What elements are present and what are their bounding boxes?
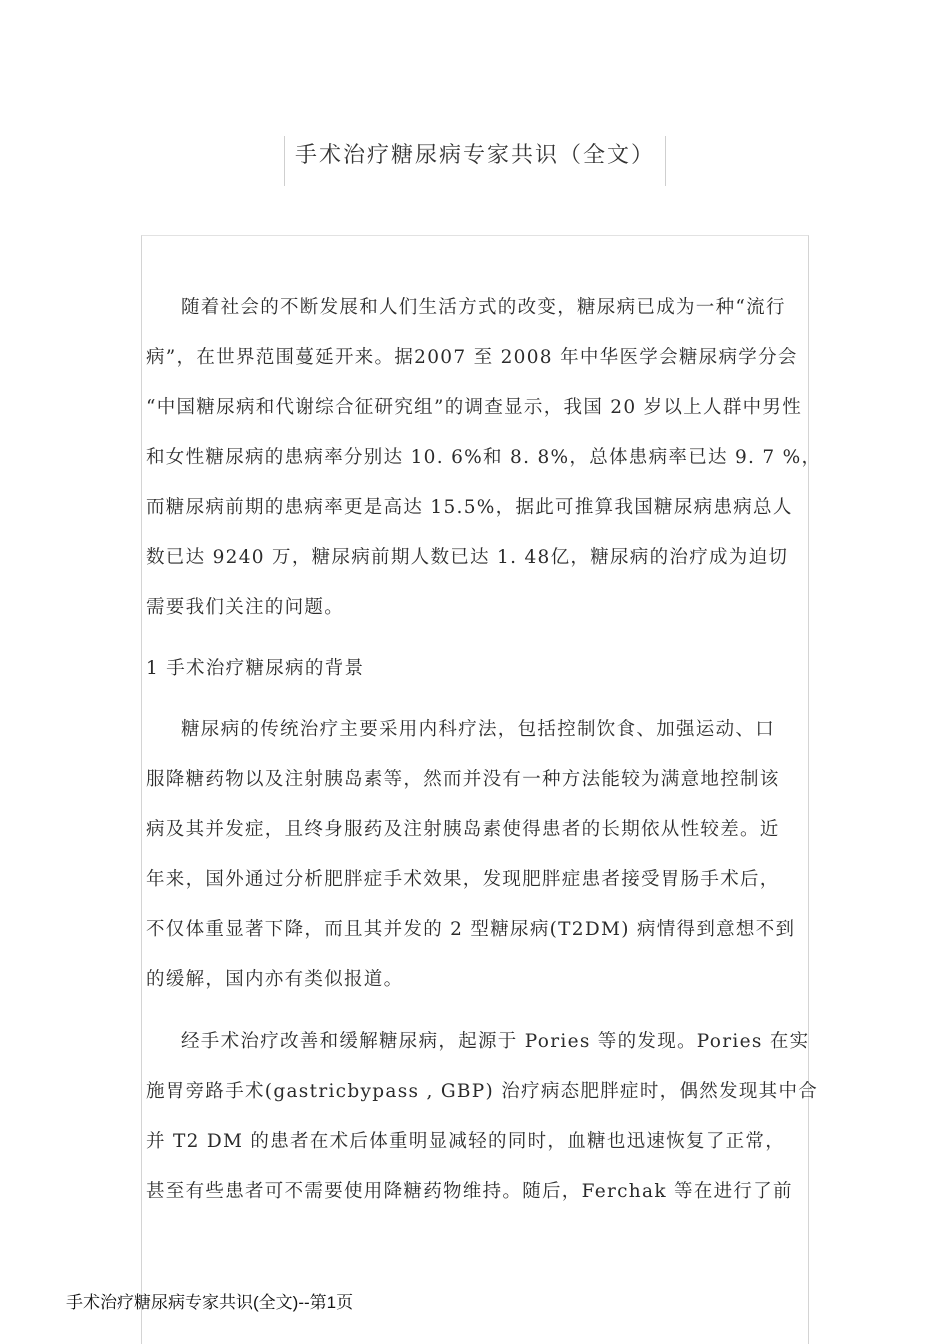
paragraph-line: 的缓解，国内亦有类似报道。 xyxy=(146,969,404,990)
paragraph-line: 和女性糖尿病的患病率分别达 10. 6%和 8. 8%，总体患病率已达 9. 7 %， xyxy=(146,447,822,468)
page-footer: 手术治疗糖尿病专家共识(全文)--第1页 xyxy=(66,1293,354,1312)
paragraph-line: 不仅体重显著下降，而且其并发的 2 型糖尿病(T2DM) 病情得到意想不到 xyxy=(146,919,796,940)
paragraph-line: 病”，在世界范围蔓延开来。据2007 至 2008 年中华医学会糖尿病学分会 xyxy=(146,347,798,368)
document-title: 手术治疗糖尿病专家共识（全文） xyxy=(294,143,655,168)
title-frame xyxy=(284,136,666,186)
paragraph-line: 经手术治疗改善和缓解糖尿病，起源于 Pories 等的发现。Pories 在实 xyxy=(181,1031,810,1052)
paragraph-line: 甚至有些患者可不需要使用降糖药物维持。随后，Ferchak 等在进行了前 xyxy=(146,1181,793,1202)
paragraph-line: 施胃旁路手术(gastricbypass , GBP) 治疗病态肥胖症时，偶然发现其中合 xyxy=(146,1081,819,1102)
paragraph-line: 服降糖药物以及注射胰岛素等，然而并没有一种方法能较为满意地控制该 xyxy=(146,769,780,790)
paragraph-line: 需要我们关注的问题。 xyxy=(146,597,345,618)
paragraph-line: 数已达 9240 万，糖尿病前期人数已达 1. 48亿，糖尿病的治疗成为迫切 xyxy=(146,547,789,568)
paragraph-line: 而糖尿病前期的患病率更是高达 15.5%，据此可推算我国糖尿病患病总人 xyxy=(146,497,793,518)
paragraph-line: 并 T2 DM 的患者在术后体重明显减轻的同时，血糖也迅速恢复了正常， xyxy=(146,1131,786,1152)
paragraph-line: “中国糖尿病和代谢综合征研究组”的调查显示，我国 20 岁以上人群中男性 xyxy=(146,397,803,418)
section-heading: 1 手术治疗糖尿病的背景 xyxy=(146,658,365,679)
paragraph-line: 年来，国外通过分析肥胖症手术效果，发现肥胖症患者接受胃肠手术后， xyxy=(146,869,780,890)
paragraph-line: 病及其并发症，且终身服药及注射胰岛素使得患者的长期依从性较差。近 xyxy=(146,819,780,840)
paragraph-line: 糖尿病的传统治疗主要采用内科疗法，包括控制饮食、加强运动、口 xyxy=(181,719,776,740)
paragraph-line: 随着社会的不断发展和人们生活方式的改变，糖尿病已成为一种“流行 xyxy=(181,297,786,318)
